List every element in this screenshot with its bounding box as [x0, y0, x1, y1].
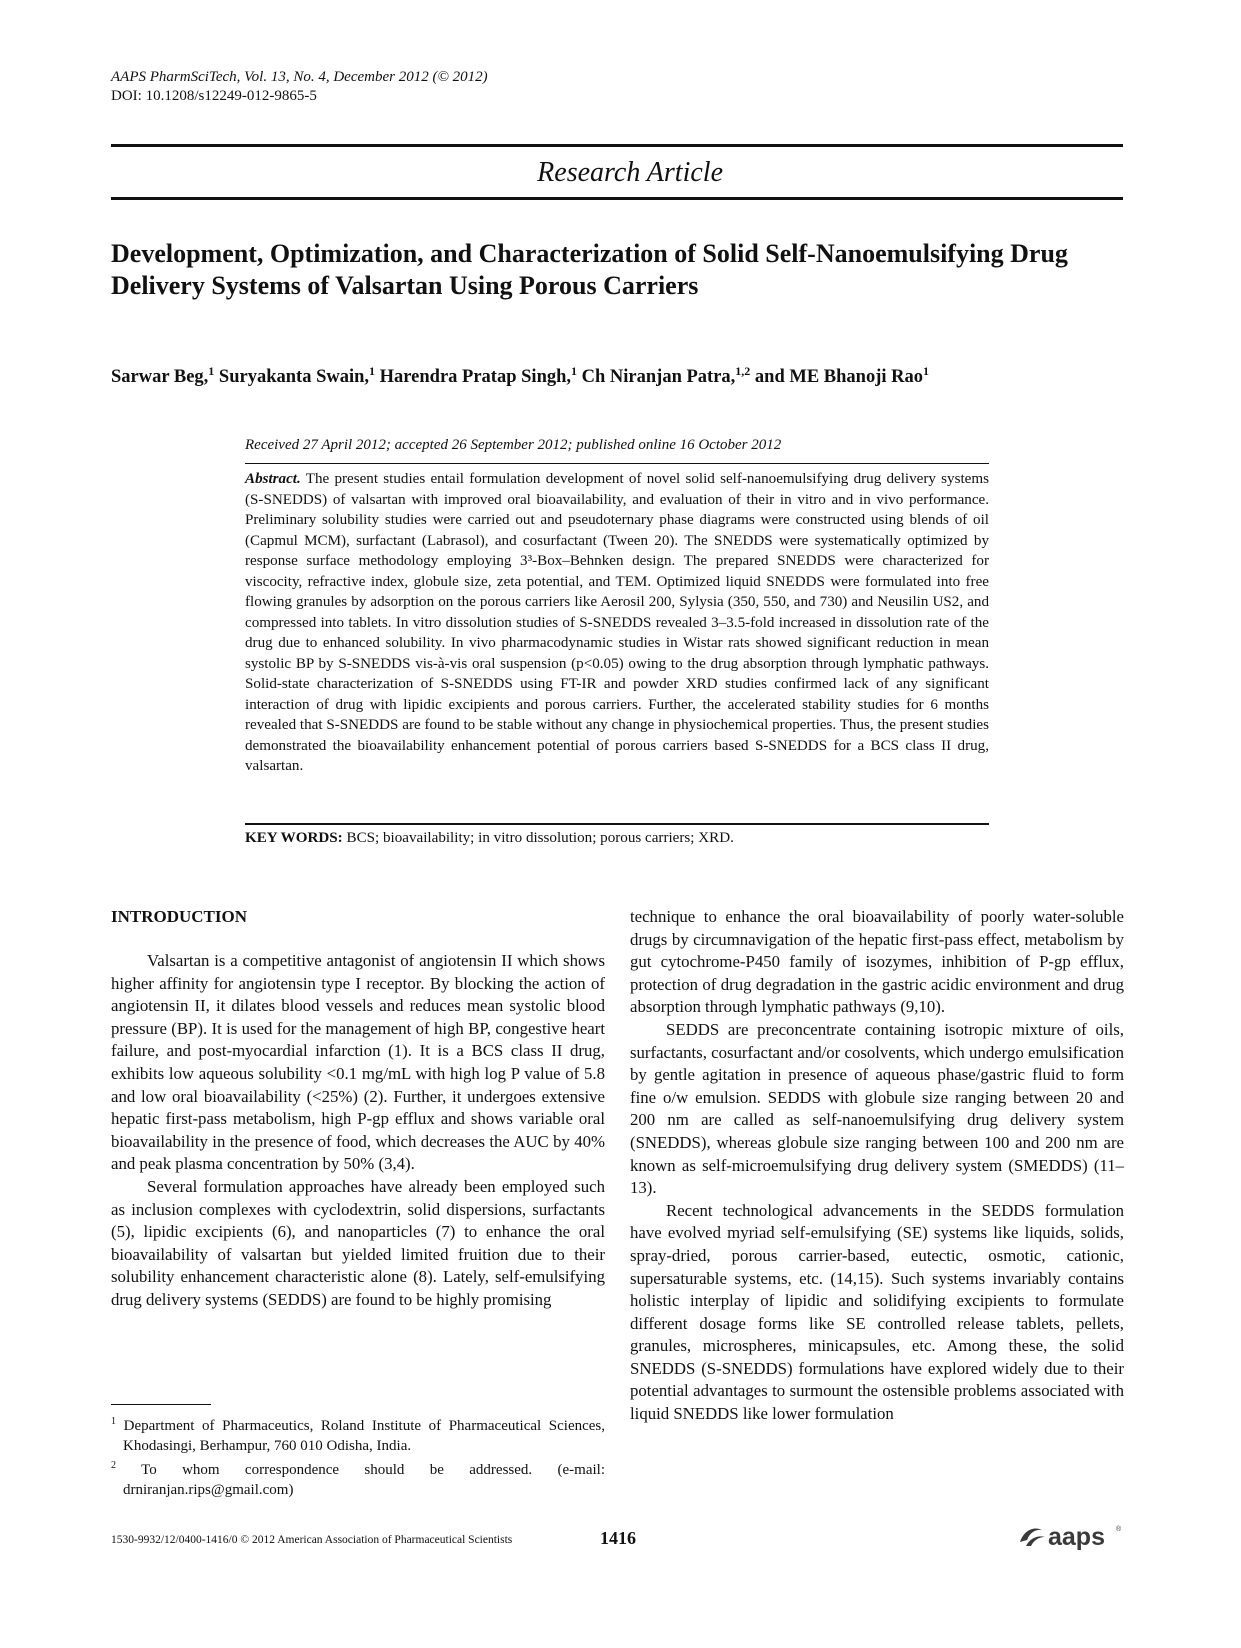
- page-number: 1416: [600, 1528, 636, 1548]
- author-affiliation-mark: 1: [369, 364, 376, 378]
- copyright-line: 1530-9932/12/0400-1416/0 © 2012 American Association of Pharmaceutical Scientists: [111, 1534, 513, 1546]
- abstract-label: Abstract.: [245, 471, 301, 487]
- header-rule-bottom: [111, 197, 1123, 200]
- footnote: [111, 1456, 605, 1500]
- received-dates: Received 27 April 2012; accepted 26 September 2012; published online 16 October 2012: [245, 437, 782, 453]
- footnotes: [111, 1412, 605, 1500]
- abstract-text: The present studies entail formulation development of novel solid self-nanoemulsifying drug delivery systems (S-SNEDDS) of valsartan with improved oral bioavailability, and evaluation of their in vitro and in vivo performance. Preliminary solubility studies were carried out and pseudoternary phase diagrams were constructed using blends of oil (Capmul MCM), surfactant (Labrasol), and cosurfactant (Tween 20). The SNEDDS were systematically optimized by response surface methodology employing 3³-Box–Behnken design. The prepared SNEDDS were characterized for viscocity, refractive index, globule size, zeta potential, and TEM. Optimized liquid SNEDDS were formulated into free flowing granules by adsorption on the porous carriers like Aerosil 200, Sylysia (350, 550, and 730) and Neusilin US2, and compressed into tablets. In vitro dissolution studies of S-SNEDDS revealed 3–3.5-fold increased in dissolution rate of the drug due to enhanced solubility. In vivo pharmacodynamic studies in Wistar rats showed significant reduction in mean systolic BP by S-SNEDDS vis-à-vis oral suspension (p<0.05) owing to the drug absorption through lymphatic pathways. Solid-state characterization of S-SNEDDS using FT-IR and powder XRD studies confirmed lack of any significant interaction of drug with lipidic excipients and porous carriers. Further, the accelerated stability studies for 6 months revealed that S-SNEDDS are found to be stable without any change in physiochemical properties. Thus, the present studies demonstrated the bioavailability enhancement potential of porous carriers based S-SNEDDS for a BCS class II drug, valsartan.: [245, 471, 989, 774]
- paragraph: SEDDS are preconcentrate containing isotropic mixture of oils, surfactants, cosurfactant and/or cosolvents, which undergo emulsification by gentle agitation in presence of aqueous phase/gastric fluid to form fine o/w emulsion. SEDDS with globule size ranging between 20 and 200 nm are called as self-nanoemulsifying drug delivery system (SNEDDS), whereas globule size ranging between 100 and 200 nm are known as self-microemulsifying drug delivery system (SMEDDS) (11–13).: [630, 1019, 1124, 1198]
- abstract: [245, 469, 989, 777]
- footnote-text: To whom correspondence should be addressed. (e-mail: drniranjan.rips@gmail.com): [123, 1462, 605, 1498]
- abstract-rule-top: [245, 463, 989, 464]
- paragraph: Valsartan is a competitive antagonist of angiotensin II which shows higher affinity for angiotensin type I receptor. By blocking the action of angiotensin II, it dilates blood vessels and reduces mean systolic blood pressure (BP). It is used for the management of high BP, congestive heart failure, and post-myocardial infarction (1). It is a BCS class II drug, exhibits low aqueous solubility <0.1 mg/mL with high log P value of 5.8 and low oral bioavailability (<25%) (2). Further, it undergoes extensive hepatic first-pass metabolism, high P-gp efflux and shows variable oral bioavailability in the presence of food, which decreases the AUC by 40% and peak plasma concentration by 50% (3,4).: [111, 951, 605, 1174]
- author: Harendra Pratap Singh,: [379, 367, 572, 388]
- author-affiliation-mark: 1: [208, 364, 215, 378]
- keywords-text: BCS; bioavailability; in vitro dissolution; porous carriers; XRD.: [346, 830, 734, 846]
- body-column-right: [630, 906, 1124, 1426]
- keywords: [245, 830, 734, 847]
- article-title: Development, Optimization, and Characterization of Solid Self-Nanoemulsifying Drug Delivery Systems of Valsartan Using Porous Carriers: [111, 239, 1068, 300]
- author: and ME Bhanoji Rao: [754, 367, 924, 388]
- paragraph: Recent technological advancements in the SEDDS formulation have evolved myriad self-emulsifying (SE) systems like liquids, solids, spray-dried, porous carrier-based, eutectic, osmotic, cationic, supersaturable systems, etc. (14,15). Such systems invariably contains holistic interplay of lipidic and solidifying excipients to formulate different dosage forms like SE controlled release tablets, pellets, granules, microspheres, minicapsules, etc. Among these, the solid SNEDDS (S-SNEDDS) formulations have explored widely due to their potential advantages to surmount the ostensible problems associated with liquid SNEDDS like lower formulation: [630, 1200, 1124, 1424]
- author: Ch Niranjan Patra,: [581, 367, 736, 388]
- author-affiliation-mark: 1: [923, 364, 930, 378]
- journal-citation: AAPS PharmSciTech, Vol. 13, No. 4, December 2012 (© 2012): [111, 69, 488, 85]
- author-list: [111, 364, 929, 388]
- section-heading: INTRODUCTION: [111, 907, 248, 926]
- article-type: Research Article: [537, 157, 723, 188]
- logo-wordmark: aaps: [1048, 1523, 1105, 1550]
- aaps-logo-icon: [1018, 1522, 1123, 1550]
- author-affiliation-mark: 1: [571, 364, 578, 378]
- journal-header: [111, 68, 488, 106]
- registered-mark: ®: [1116, 1526, 1122, 1533]
- abstract-rule-bottom: [245, 823, 989, 825]
- footnote-text: Department of Pharmaceutics, Roland Institute of Pharmaceutical Sciences, Khodasingi, Berhampur, 760 010 Odisha, India.: [123, 1418, 606, 1454]
- paragraph: technique to enhance the oral bioavailability of poorly water-soluble drugs by circumnavigation of the hepatic first-pass effect, metabolism by gut cytochrome-P450 family of isozymes, inhibition of P-gp efflux, protection of drug degradation in the gastric acidic environment and drug absorption through lymphatic pathways (9,10).: [630, 907, 1124, 1017]
- footnote-mark: 2: [111, 1460, 116, 1471]
- author-affiliation-mark: 1,2: [735, 364, 751, 378]
- keywords-label: KEY WORDS:: [245, 830, 343, 846]
- body-column-left: [111, 906, 605, 1312]
- logo-swoosh-icon: [1020, 1529, 1045, 1547]
- footnote-mark: 1: [111, 1416, 116, 1427]
- header-rule-top: [111, 144, 1123, 147]
- footnote-rule: [111, 1404, 211, 1405]
- author: Sarwar Beg,: [111, 367, 209, 388]
- paragraph: Several formulation approaches have already been employed such as inclusion complexes with cyclodextrin, solid dispersions, surfactants (5), lipidic excipients (6), and nanoparticles (7) to enhance the oral bioavailability of valsartan but yielded limited fruition due to their solubility enhancement characteristic alone (8). Lately, self-emulsifying drug delivery systems (SEDDS) are found to be highly promising: [111, 1176, 605, 1309]
- author: Suryakanta Swain,: [218, 367, 370, 388]
- footnote: [111, 1412, 605, 1456]
- doi: DOI: 10.1208/s12249-012-9865-5: [111, 88, 317, 104]
